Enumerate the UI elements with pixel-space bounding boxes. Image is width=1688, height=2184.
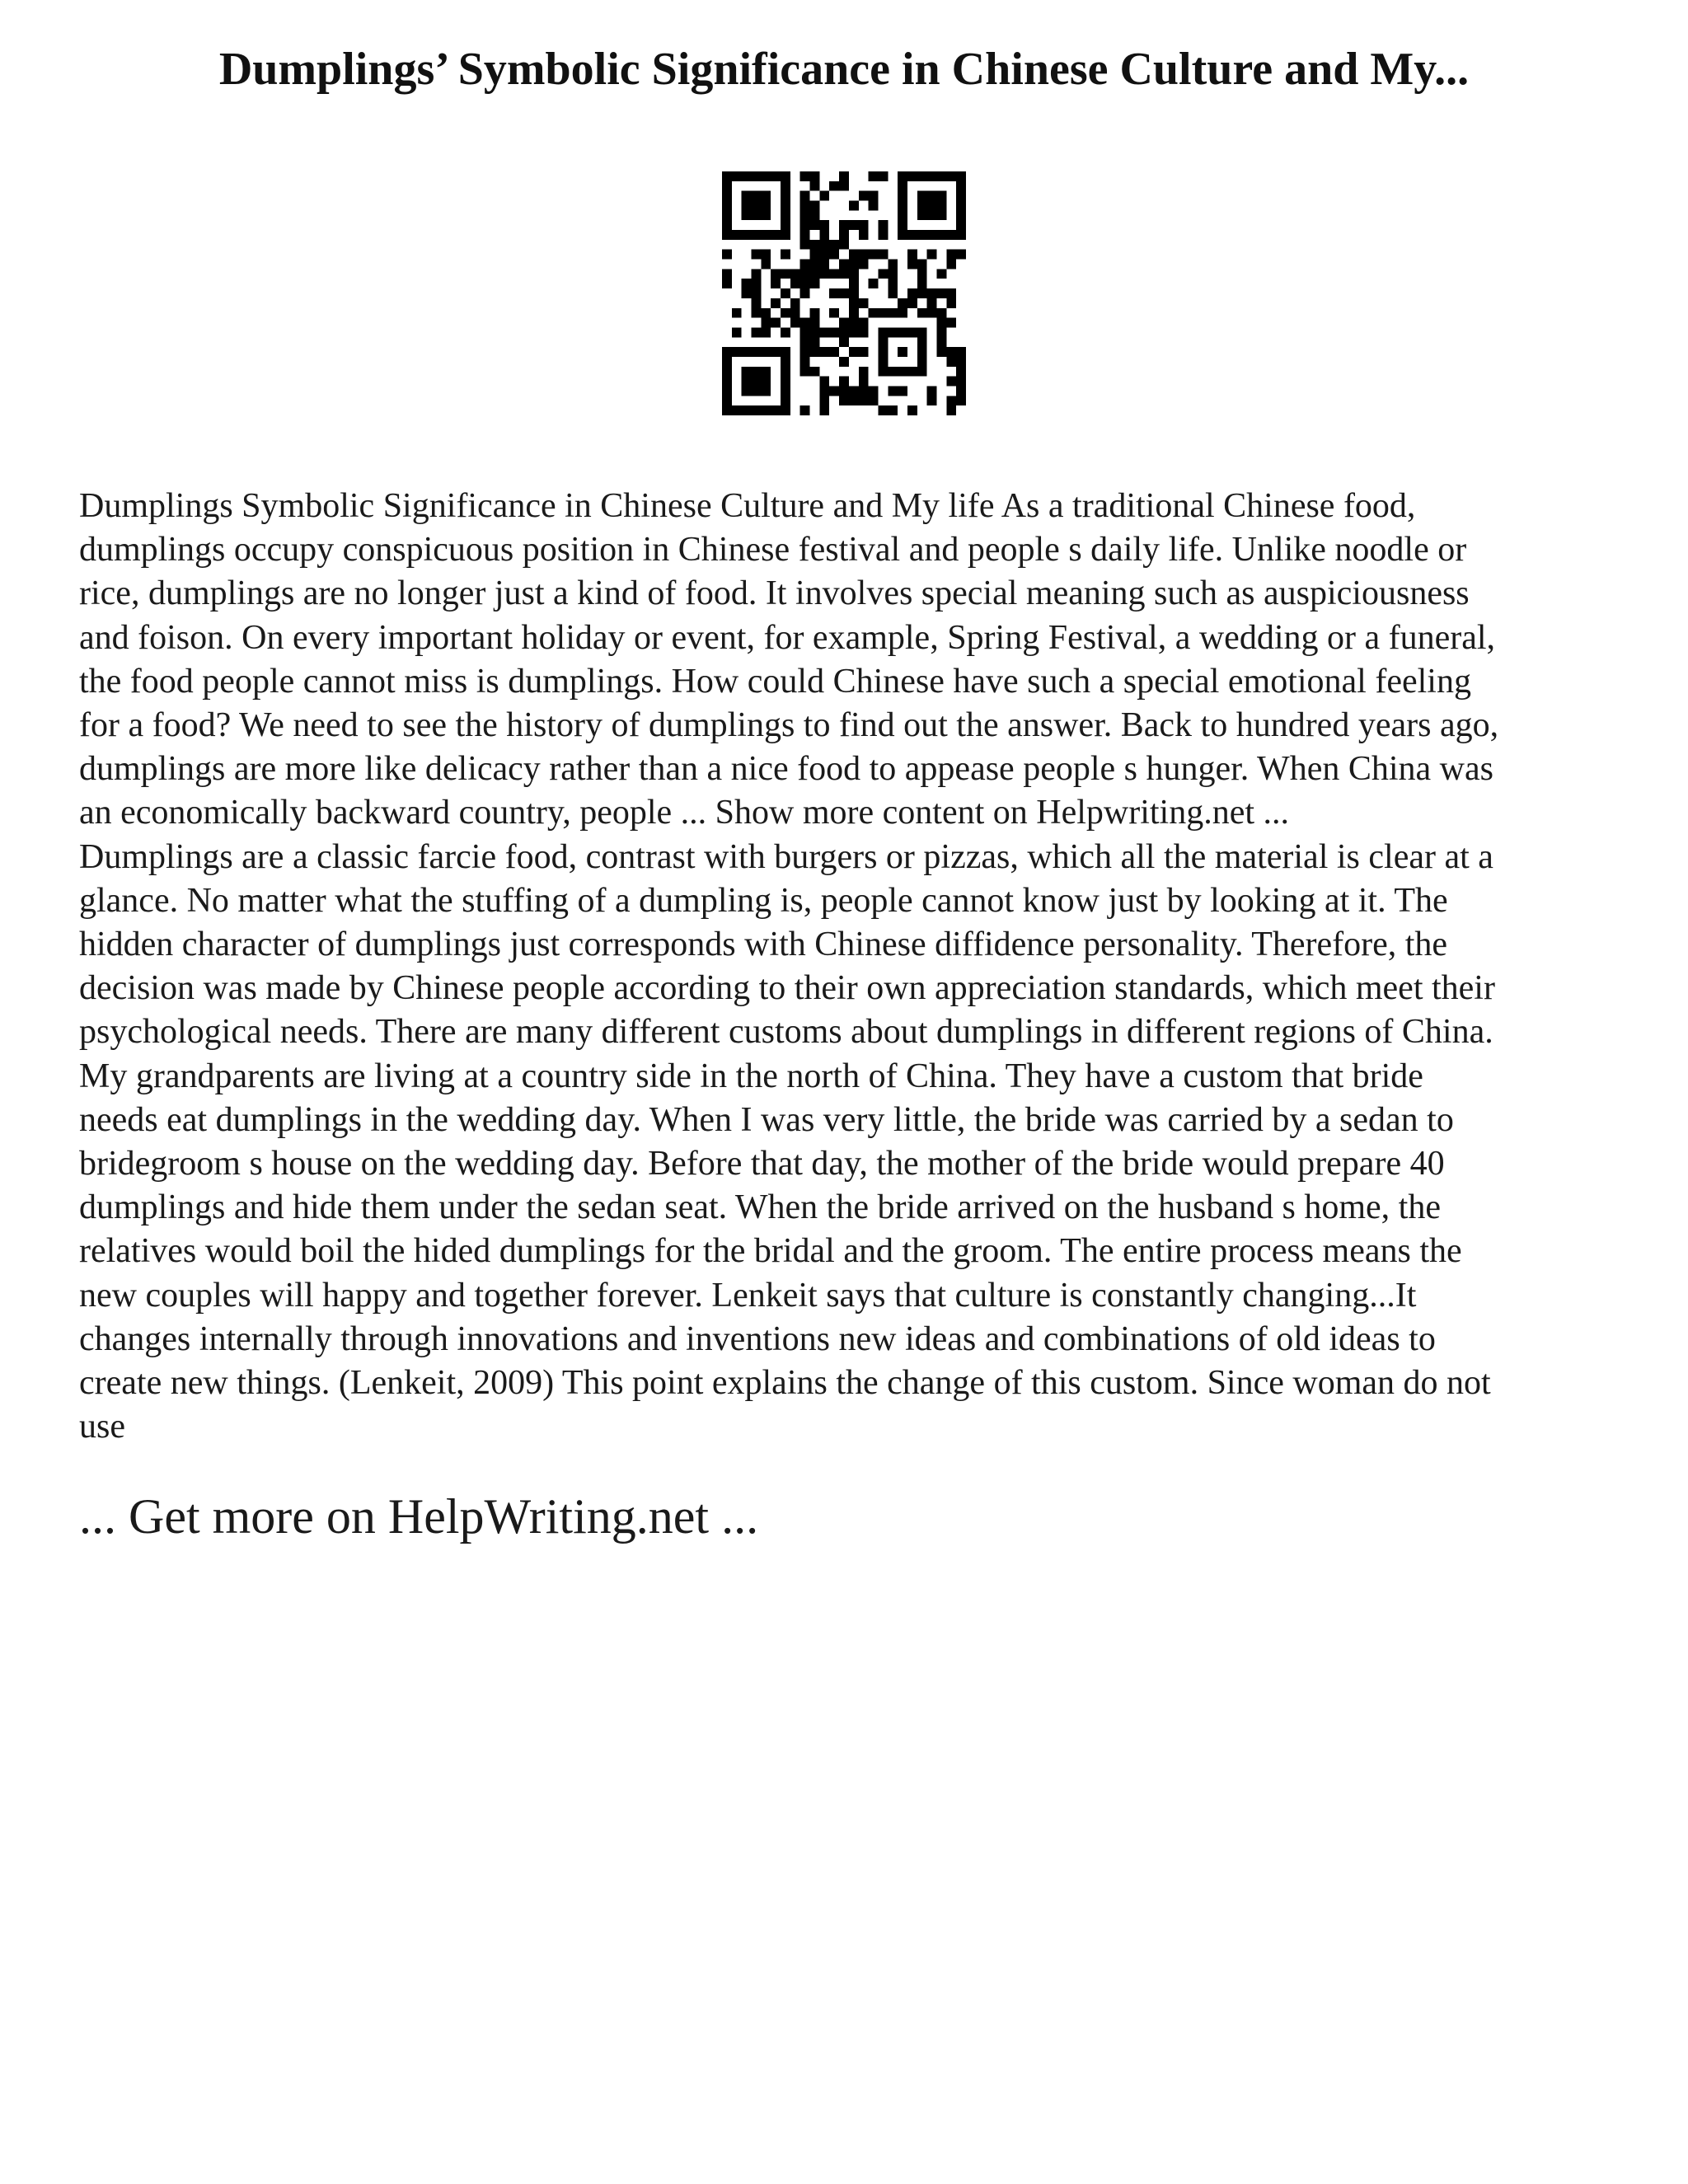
body-line: the food people cannot miss is dumplings. How could Chinese have such a special emotional feeling [79,662,1471,701]
body-line: an economically backward country, people ... Show more content on Helpwriting.net ... [79,794,1290,832]
body-line: decision was made by Chinese people according to their own appreciation standards, which meet their [79,969,1495,1008]
body-line: and foison. On every important holiday or event, for example, Spring Festival, a wedding or a funeral, [79,618,1496,657]
body-line: dumplings occupy conspicuous position in Chinese festival and people s daily life. Unlike noodle or [79,531,1467,569]
body-line: dumplings and hide them under the sedan seat. When the bride arrived on the husband s home, the [79,1188,1441,1227]
body-line: hidden character of dumplings just corresponds with Chinese diffidence personality. Therefore, the [79,926,1448,964]
body-line: create new things. (Lenkeit, 2009) This point explains the change of this custom. Since woman do not [79,1364,1491,1403]
body-line: for a food? We need to see the history of dumplings to find out the answer. Back to hundred years ago, [79,706,1499,745]
body-line: relatives would boil the hided dumplings for the bridal and the groom. The entire process means the [79,1232,1462,1271]
body-line: bridegroom s house on the wedding day. Before that day, the mother of the bride would prepare 40 [79,1145,1445,1183]
body-line: use [79,1408,125,1446]
get-more-link[interactable]: ... Get more on HelpWriting.net ... [79,1489,759,1544]
body-text [79,485,1619,1449]
body-line: needs eat dumplings in the wedding day. When I was very little, the bride was carried by a sedan to [79,1100,1454,1139]
body-line: new couples will happy and together forever. Lenkeit says that culture is constantly changing...It [79,1276,1417,1315]
qr-code-icon[interactable] [722,171,966,415]
body-line: Dumplings Symbolic Significance in Chinese Culture and My life As a traditional Chinese food, [79,487,1416,525]
body-line: glance. No matter what the stuffing of a dumpling is, people cannot know just by looking at it. The [79,881,1448,920]
body-line: Dumplings are a classic farcie food, contrast with burgers or pizzas, which all the material is clear at a [79,837,1493,876]
body-line: rice, dumplings are no longer just a kind of food. It involves special meaning such as auspiciousness [79,574,1470,613]
body-line: My grandparents are living at a country side in the north of China. They have a custom that bride [79,1057,1423,1095]
body-line: dumplings are more like delicacy rather than a nice food to appease people s hunger. When China was [79,750,1493,789]
body-line: changes internally through innovations and inventions new ideas and combinations of old ideas to [79,1319,1436,1358]
body-line: psychological needs. There are many different customs about dumplings in different regions of China. [79,1013,1493,1052]
qr-code-graphic [722,171,966,415]
page-title: Dumplings’ Symbolic Significance in Chinese Culture and My... [218,44,1470,95]
